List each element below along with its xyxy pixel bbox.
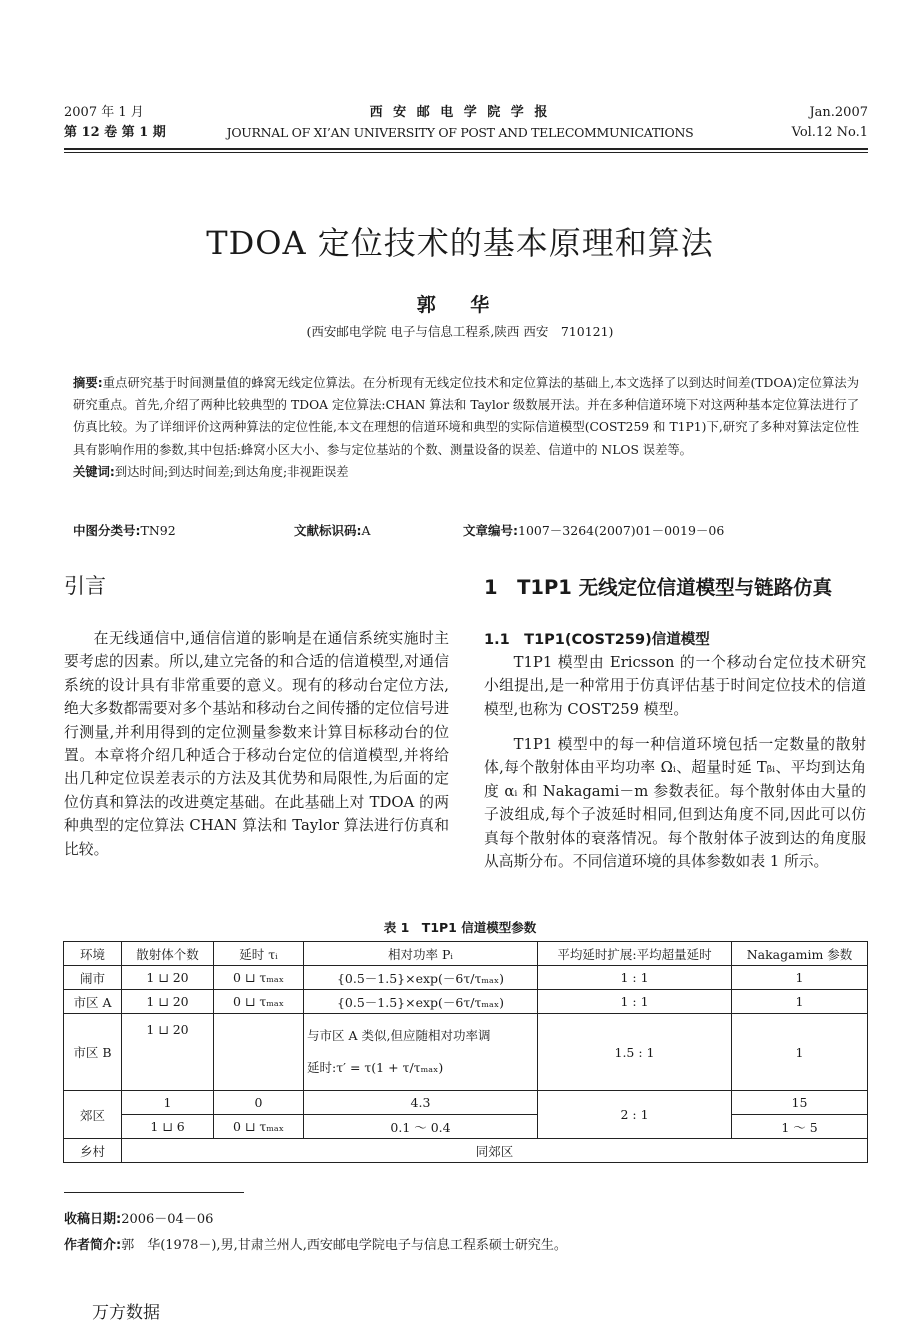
received-date: 收稿日期:2006－04－06 — [64, 1212, 214, 1227]
table-cell: 0 — [214, 1091, 304, 1115]
keywords-label: 关键词: — [73, 464, 115, 479]
table-cell: 1 ⊔ 20 — [122, 966, 214, 990]
issue-volume-cn: 第 12 卷 第 1 期 — [64, 125, 166, 140]
issue-date-cn: 2007 年 1 月 — [64, 105, 144, 120]
table-cell: 郊区 — [64, 1091, 122, 1139]
table-row — [64, 1115, 868, 1139]
table-row — [64, 990, 868, 1014]
table-cell: 市区 B — [64, 1014, 122, 1091]
table-cell: 乡村 — [64, 1139, 122, 1163]
table-row — [64, 1091, 868, 1115]
table-header-cell: 环境 — [64, 942, 122, 966]
journal-name-cn: 西 安 邮 电 学 院 学 报 — [369, 105, 551, 120]
abstract-text: 重点研究基于时间测量值的蜂窝无线定位算法。在分析现有无线定位技术和定位算法的基础上,本文选择了以到达时间差(TDOA)定位算法为研究重点。首先,介绍了两种比较典型的 TDOA 定位算法:CHAN 算法和 Taylor 级数展开法。并在多种信道环境下对这两种基本定位算法进行了仿真比较。为了详细评价这两种算法的定位性能,本文在理想的信道环境和典型的实际信道模型(COST259 和 T1P1)下,研究了多种对算法定位性具有影响作用的参数,其中包括:蜂窝小区大小、参与定位基站的个数、测量设备的误差、信道中的 NLOS 误差等。 — [73, 376, 860, 457]
article-number: 文章编号:1007－3264(2007)01－0019－06 — [463, 523, 725, 538]
table-cell: 1 — [122, 1091, 214, 1115]
table-cell: 1 : 1 — [538, 990, 732, 1014]
table-cell — [304, 1014, 538, 1091]
header-rule-thin — [64, 152, 868, 153]
issue-date-en: Jan.2007 — [809, 105, 868, 120]
table-cell: 1 : 1 — [538, 966, 732, 990]
table-cell: 0 ⊔ τₘₐₓ — [214, 966, 304, 990]
right-paragraph-2: T1P1 模型中的每一种信道环境包括一定数量的散射体,每个散射体由平均功率 Ωᵢ、超量时延 Tᵦᵢ、平均到达角度 αᵢ 和 Nakagami－m 参数表征。每个散射体由大量的子波组成,每个子波延时相同,但到达角度不同,因此可以仿真每个散射体的衰落情况。每个散射体子波到达的角度服从高斯分布。不同信道环境的具体参数如表 1 所示。 — [484, 736, 866, 871]
table-caption: 表 1 T1P1 信道模型参数 — [383, 920, 537, 935]
table-cell: 同郊区 — [122, 1139, 868, 1163]
intro-paragraph: 在无线通信中,通信信道的影响是在通信系统实施时主要考虑的因素。所以,建立完备的和合适的信道模型,对通信系统的设计具有非常重要的意义。现有的移动台定位方法,绝大多数都需要对多个基站和移动台之间传播的定位信号进行测量,并利用得到的定位测量参数来计算目标移动台的位置。本章将介绍几种适合于移动台定位的信道模型,并将给出几种定位误差表示的方法及其优势和局限性,为后面的定位仿真和算法的改进奠定基础。在此基础上对 TDOA 的两种典型的定位算法 CHAN 算法和 Taylor 算法进行仿真和比较。 — [64, 630, 449, 858]
table-header-cell: 散射体个数 — [122, 942, 214, 966]
author-name: 郭 华 — [416, 294, 504, 316]
author-affiliation: (西安邮电学院 电子与信息工程系,陕西 西安 710121) — [306, 324, 614, 339]
author-bio: 作者简介:郭 华(1978－),男,甘肃兰州人,西安邮电学院电子与信息工程系硕士研究生。 — [64, 1238, 567, 1253]
table-cell — [214, 1014, 304, 1091]
issue-volume-en: Vol.12 No.1 — [791, 125, 868, 140]
journal-name-en: JOURNAL OF XI’AN UNIVERSITY OF POST AND TELECOMMUNICATIONS — [226, 125, 694, 140]
table-header-cell: 延时 τᵢ — [214, 942, 304, 966]
document-code: 文献标识码:A — [294, 523, 371, 538]
table-cell: 1 — [732, 990, 868, 1014]
table-row — [64, 1139, 868, 1163]
table-header-row — [64, 942, 868, 966]
table-cell: 1.5 : 1 — [538, 1014, 732, 1091]
table-cell: {0.5－1.5}×exp(－6τ/τₘₐₓ) — [304, 990, 538, 1014]
section-heading-1: 1 T1P1 无线定位信道模型与链路仿真 — [484, 576, 833, 599]
clc-code: 中图分类号:TN92 — [73, 523, 176, 538]
table-cell-formula: 延时:τ′ = τ(1 + τ/τₘₐₓ) — [307, 1060, 444, 1075]
table-cell: 0 ⊔ τₘₐₓ — [214, 1115, 304, 1139]
table-cell: 1 ⊔ 20 — [122, 1014, 214, 1091]
source-watermark: 万方数据 — [92, 1303, 160, 1323]
table-cell: 4.3 — [304, 1091, 538, 1115]
table-header-cell: 平均延时扩展:平均超量延时 — [538, 942, 732, 966]
table-cell: 1 ～ 5 — [732, 1115, 868, 1139]
table-cell: 2 : 1 — [538, 1091, 732, 1139]
section-heading-intro: 引言 — [64, 574, 106, 598]
table-cell: {0.5－1.5}×exp(－6τ/τₘₐₓ) — [304, 966, 538, 990]
table-cell: 1 ⊔ 20 — [122, 990, 214, 1014]
article-title: TDOA 定位技术的基本原理和算法 — [206, 224, 714, 262]
table-cell: 15 — [732, 1091, 868, 1115]
header-rule-thick — [64, 148, 868, 150]
table-cell: 1 ⊔ 6 — [122, 1115, 214, 1139]
table-cell: 0.1 ～ 0.4 — [304, 1115, 538, 1139]
abstract-block — [73, 372, 859, 483]
table-cell: 市区 A — [64, 990, 122, 1014]
footnote-rule — [64, 1192, 244, 1193]
abstract-label: 摘要: — [73, 376, 103, 390]
channel-parameter-table — [63, 941, 868, 1163]
table-cell: 闹市 — [64, 966, 122, 990]
table-cell: 1 — [732, 1014, 868, 1091]
table-row — [64, 966, 868, 990]
subsection-heading-1-1: 1.1 T1P1(COST259)信道模型 — [484, 632, 710, 648]
table-cell: 1 — [732, 966, 868, 990]
table-row — [64, 1014, 868, 1091]
table-header-cell: 相对功率 Pᵢ — [304, 942, 538, 966]
keywords-text: 到达时间;到达时间差;到达角度;非视距误差 — [114, 464, 349, 479]
right-paragraph-1: T1P1 模型由 Ericsson 的一个移动台定位技术研究小组提出,是一种常用于仿真评估基于时间定位技术的信道模型,也称为 COST259 模型。 — [484, 654, 866, 718]
table-header-cell: Nakagamim 参数 — [732, 942, 868, 966]
table-cell: 0 ⊔ τₘₐₓ — [214, 990, 304, 1014]
table-cell-note: 与市区 A 类似,但应随相对功率调 — [307, 1028, 491, 1043]
